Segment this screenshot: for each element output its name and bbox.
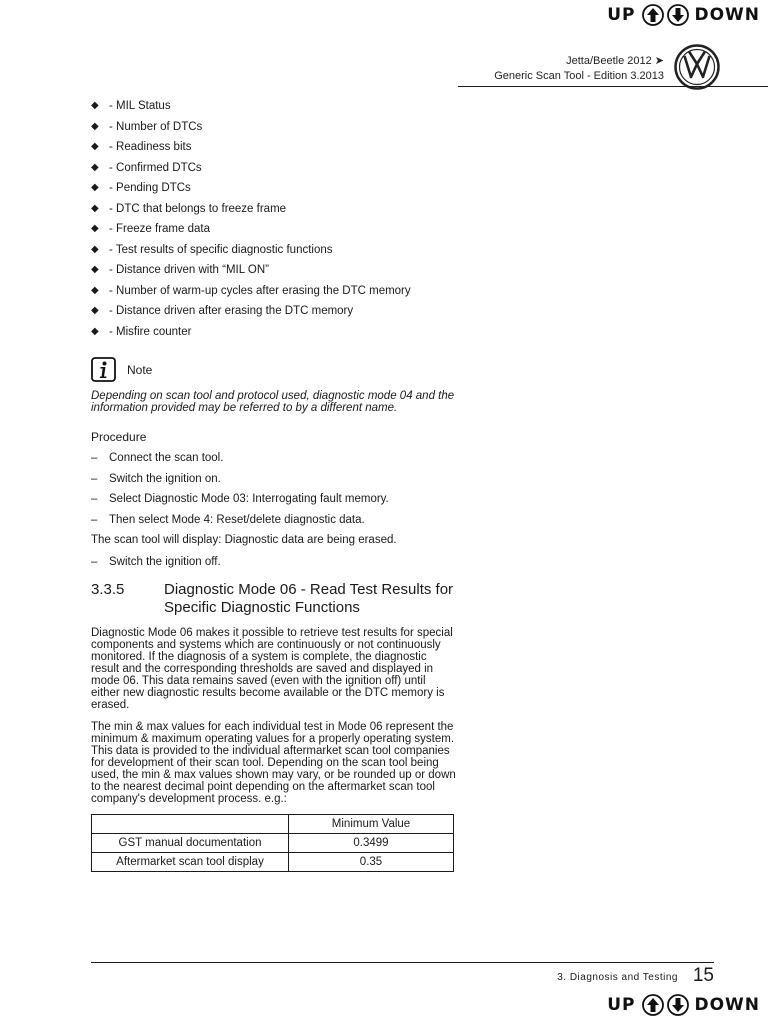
note-box (91, 357, 457, 382)
section-paragraph-1: Diagnostic Mode 06 makes it possible to retrieve test results for special components and systems which are continuously or not continuously monitored. If the diagnosis of a system is complete, the diagnostic result and the corresponding thresholds are saved and displayed in mode 06. This data remains saved (even with the ignition off) until either new diagnostic results become available or the DTC memory is erased. (91, 626, 453, 711)
comparison-table (91, 814, 454, 872)
up-arrow-icon[interactable] (642, 4, 664, 26)
footer-rule (91, 962, 714, 963)
table-cell-label: GST manual documentation (92, 833, 289, 852)
manual-title: Generic Scan Tool - Edition 3.2013 (494, 70, 664, 82)
list-item: – Then select Mode 4: Reset/delete diagnostic data. (91, 513, 365, 526)
diamond-bullet-icon: ◆ (91, 161, 99, 173)
down-arrow-icon[interactable] (667, 4, 689, 26)
list-item: ◆ - DTC that belongs to freeze frame (91, 202, 287, 215)
footer-chapter: 3. Diagnosis and Testing (557, 972, 678, 983)
diamond-bullet-icon: ◆ (91, 243, 99, 255)
list-item: ◆ - MIL Status (91, 100, 171, 112)
table-header-row (92, 814, 454, 833)
result-text: The scan tool will display: Diagnostic data are being erased. (91, 534, 397, 546)
note-text: Depending on scan tool and protocol used, diagnostic mode 04 and the information provided may be referred to by a different name. (91, 390, 455, 414)
list-item: – Switch the ignition on. (91, 472, 221, 485)
diamond-bullet-icon: ◆ (91, 305, 99, 316)
diamond-bullet-icon: ◆ (91, 182, 99, 193)
up-link[interactable]: UP (607, 5, 636, 25)
section-heading (91, 581, 457, 617)
bottom-navigation (607, 994, 760, 1016)
diamond-bullet-icon: ◆ (91, 120, 99, 132)
table-cell-label: Aftermarket scan tool display (92, 852, 289, 871)
list-item: ◆ - Test results of specific diagnostic functions (91, 243, 333, 256)
content-column (91, 98, 457, 872)
table-header-blank (92, 814, 289, 833)
final-step (91, 554, 457, 575)
vw-logo-icon (674, 44, 720, 90)
diamond-bullet-icon: ◆ (91, 223, 99, 234)
diamond-bullet-icon: ◆ (91, 264, 99, 275)
list-item: ◆ - Number of warm-up cycles after erasing the DTC memory (91, 284, 411, 297)
diamond-bullet-icon: ◆ (91, 100, 99, 111)
procedure-heading: Procedure (91, 430, 147, 444)
up-link[interactable]: UP (607, 995, 636, 1015)
info-icon (91, 357, 116, 382)
list-item: ◆ - Freeze frame data (91, 223, 210, 235)
note-label: Note (127, 362, 153, 377)
list-item: ◆ - Confirmed DTCs (91, 161, 202, 174)
down-link[interactable]: DOWN (694, 5, 760, 25)
up-arrow-icon[interactable] (642, 994, 664, 1016)
table-header-minimum: Minimum Value (289, 814, 454, 833)
diamond-bullet-icon: ◆ (91, 202, 99, 214)
list-item: ◆ - Misfire counter (91, 325, 192, 338)
list-item: ◆ - Readiness bits (91, 141, 192, 153)
top-navigation (607, 4, 760, 26)
list-item: ◆ - Pending DTCs (91, 182, 191, 194)
section-paragraph-2: The min & max values for each individual test in Mode 06 represent the minimum & maximum operating values for a properly operating system. This data is provided to the individual aftermarket scan tool companies for development of their scan tool. Depending on the scan tool being used, the min & max values shown may vary, or be rounded up or down to the nearest decimal point depending on the aftermarket scan tool company's development process. e.g.: (91, 720, 456, 805)
section-title: Diagnostic Mode 06 - Read Test Results for Specific Diagnostic Functions (164, 580, 454, 616)
table-cell-value: 0.3499 (289, 833, 454, 852)
running-header (494, 54, 664, 84)
table-cell-value: 0.35 (289, 852, 454, 871)
diamond-bullet-icon: ◆ (91, 141, 99, 152)
list-item: – Select Diagnostic Mode 03: Interrogating fault memory. (91, 493, 389, 505)
diamond-bullet-icon: ◆ (91, 284, 99, 296)
list-item: ◆ - Distance driven with “MIL ON” (91, 264, 269, 276)
list-item: ◆ - Number of DTCs (91, 120, 203, 133)
list-item: ◆ - Distance driven after erasing the DTC memory (91, 305, 354, 317)
model-line[interactable]: Jetta/Beetle 2012 ➤ (566, 55, 664, 67)
down-arrow-icon[interactable] (667, 994, 689, 1016)
list-item: – Connect the scan tool. (91, 452, 224, 464)
table-row (92, 852, 454, 871)
table-row (92, 833, 454, 852)
procedure-steps (91, 450, 457, 532)
mode-item-list (91, 98, 457, 344)
down-link[interactable]: DOWN (694, 995, 760, 1015)
diamond-bullet-icon: ◆ (91, 325, 99, 337)
page-number: 15 (692, 965, 714, 986)
header-rule (458, 86, 768, 87)
list-item: – Switch the ignition off. (91, 556, 221, 568)
section-number: 3.3.5 (91, 580, 125, 598)
